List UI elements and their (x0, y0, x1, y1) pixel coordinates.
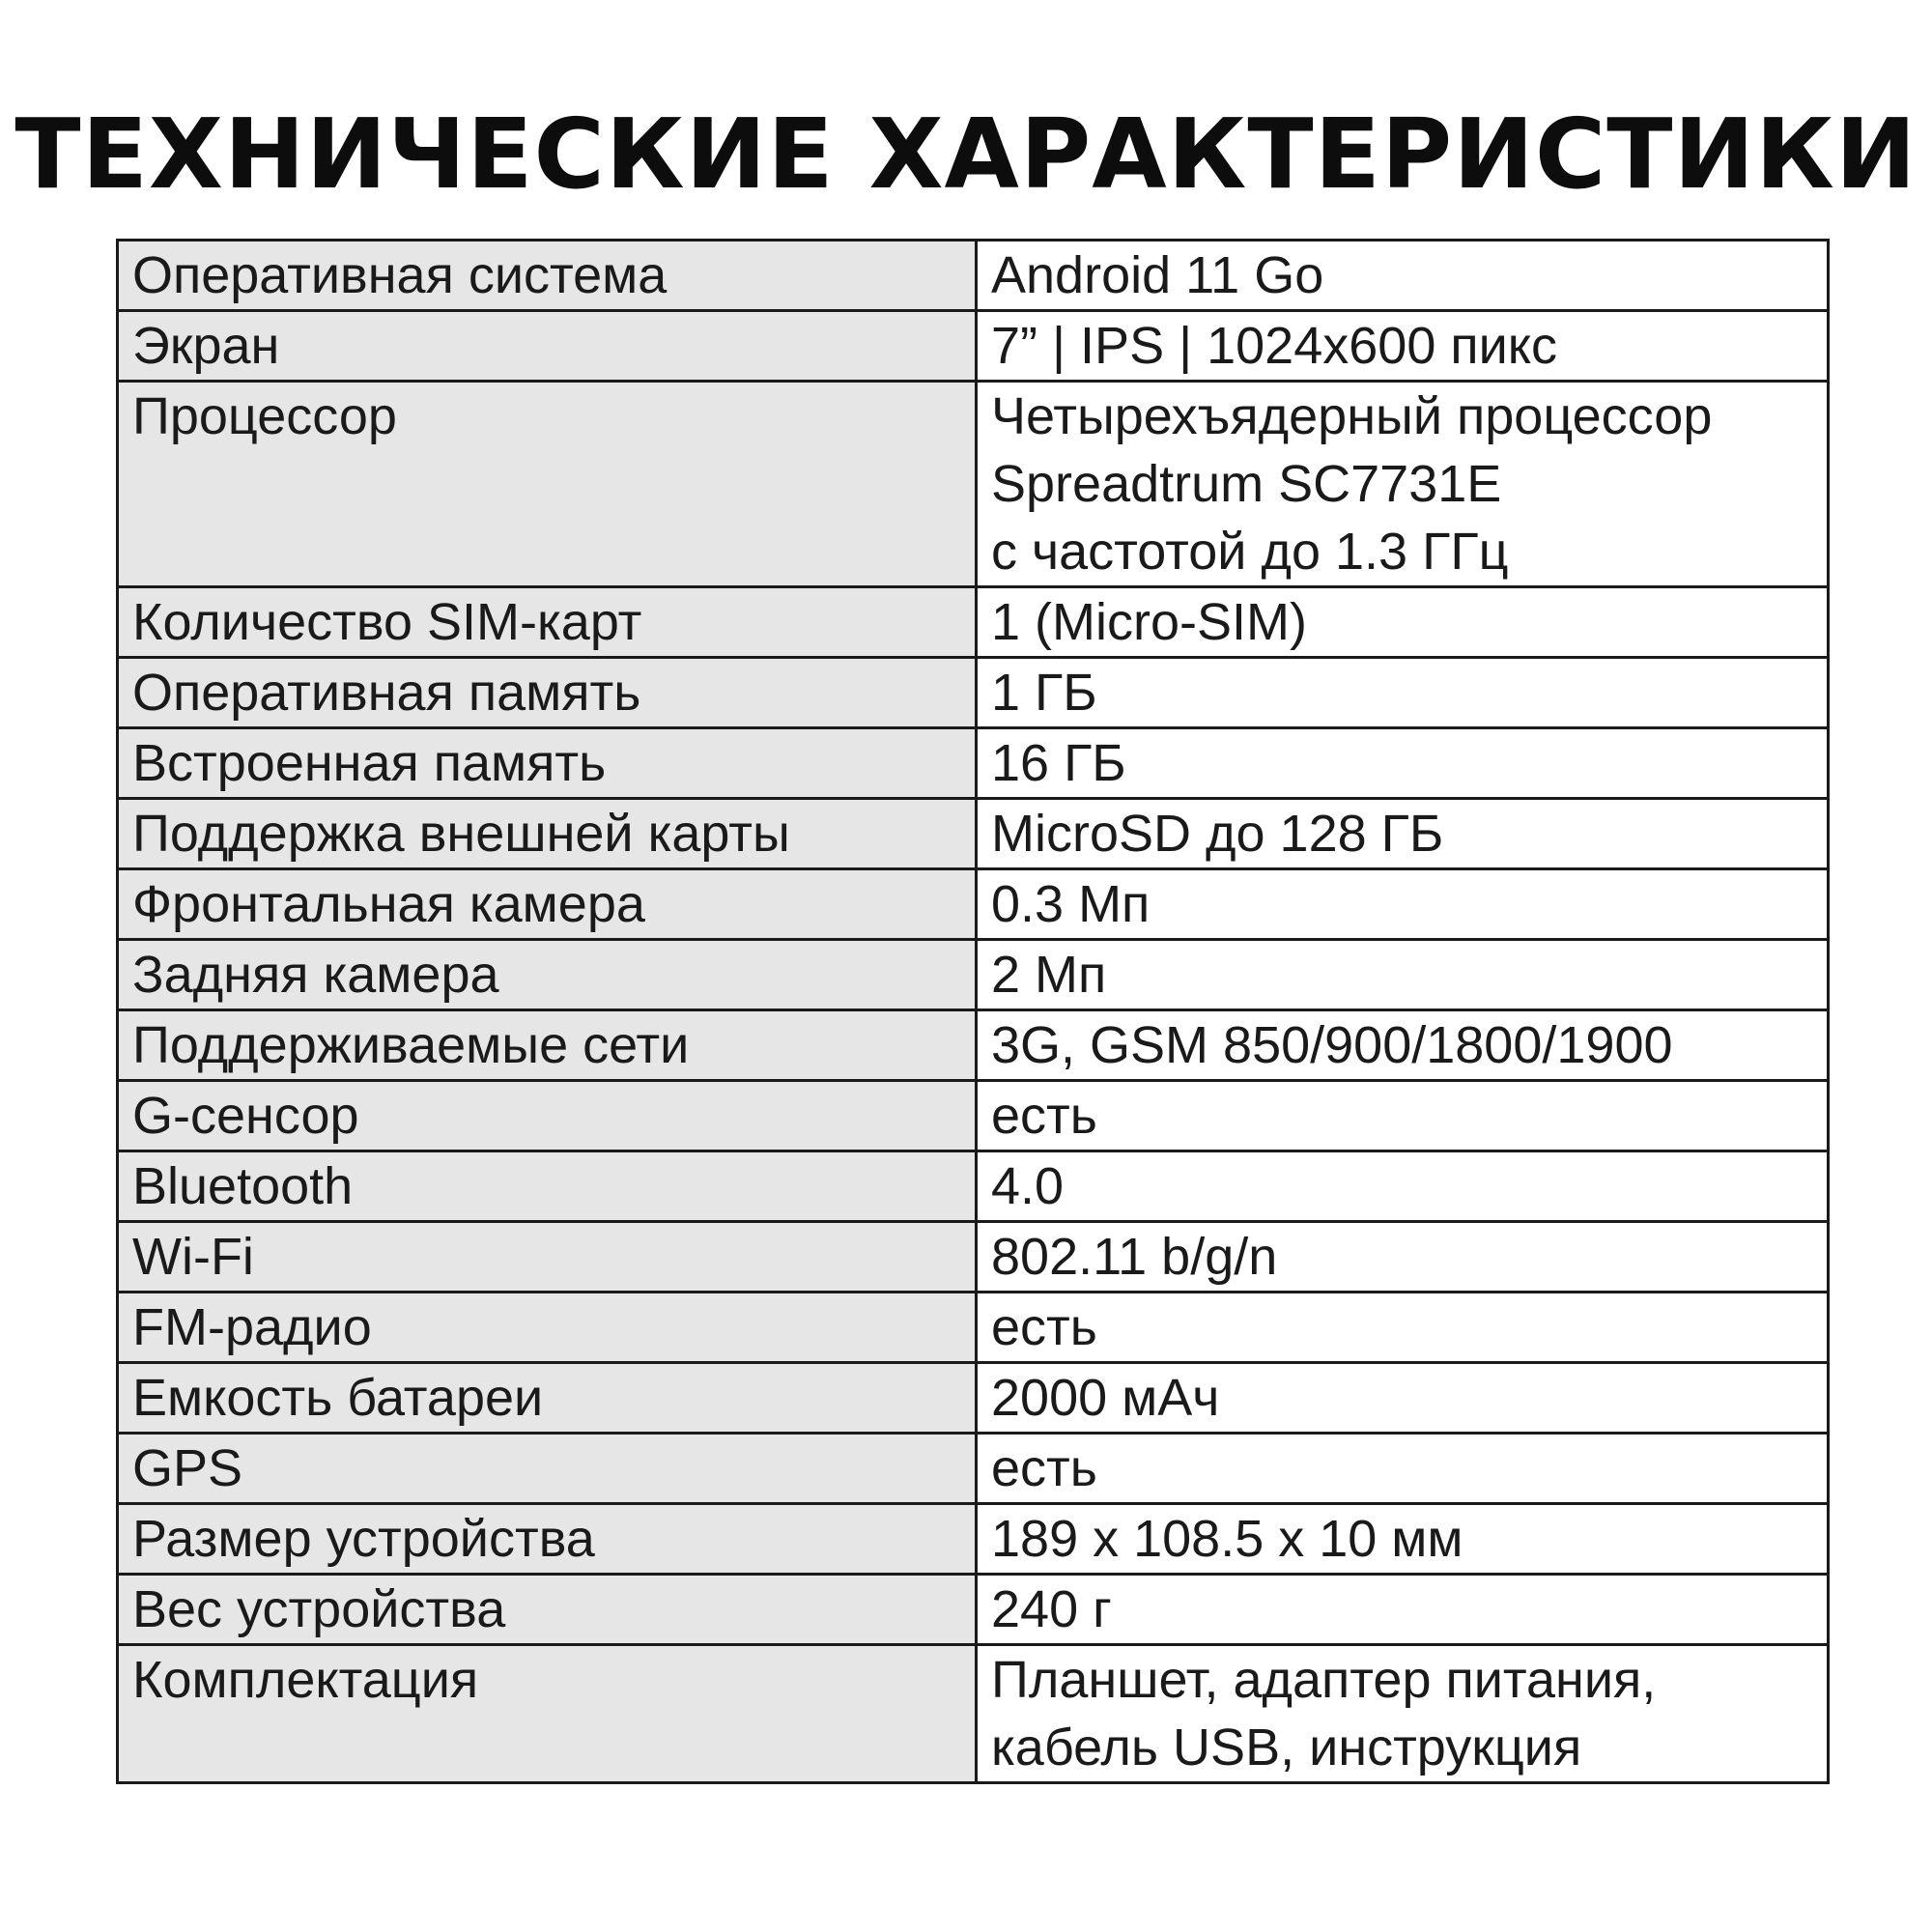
spec-value-line: MicroSD до 128 ГБ (991, 805, 1444, 863)
spec-row (118, 940, 1829, 1010)
spec-label: Bluetooth (118, 1151, 977, 1222)
spec-value-line: с частотой до 1.3 ГГц (991, 523, 1509, 581)
spec-row (118, 382, 1829, 587)
spec-value-line: Android 11 Go (991, 246, 1324, 304)
spec-label: Количество SIM-карт (118, 587, 977, 658)
spec-row (118, 1645, 1829, 1783)
spec-value (977, 382, 1829, 587)
spec-label: Встроенная память (118, 728, 977, 799)
spec-value (977, 1504, 1829, 1575)
spec-value-line: 1 ГБ (991, 664, 1097, 722)
spec-row (118, 1293, 1829, 1363)
specifications-table-body (118, 241, 1829, 1783)
spec-value-line: есть (991, 1439, 1097, 1497)
spec-value-line: кабель USB, инструкция (991, 1719, 1582, 1776)
spec-label: Экран (118, 311, 977, 382)
spec-value (977, 728, 1829, 799)
spec-row (118, 869, 1829, 940)
spec-row (118, 1010, 1829, 1081)
spec-row (118, 1363, 1829, 1434)
specifications-table (116, 239, 1830, 1784)
spec-label: Вес устройства (118, 1575, 977, 1645)
spec-value (977, 1151, 1829, 1222)
spec-value (977, 658, 1829, 728)
spec-value-line: 802.11 b/g/n (991, 1228, 1278, 1286)
page-title: ТЕХНИЧЕСКИЕ ХАРАКТЕРИСТИКИ (14, 98, 1918, 211)
spec-row (118, 587, 1829, 658)
spec-row (118, 1081, 1829, 1151)
spec-value-line: 240 г (991, 1580, 1112, 1638)
spec-row (118, 1151, 1829, 1222)
spec-value-line: Четырехъядерный процессор (991, 387, 1713, 445)
spec-value-line: 189 x 108.5 x 10 мм (991, 1510, 1463, 1568)
spec-label: Поддерживаемые сети (118, 1010, 977, 1081)
spec-value (977, 1222, 1829, 1293)
spec-label: Комплектация (118, 1645, 977, 1783)
spec-value (977, 311, 1829, 382)
spec-label: Процессор (118, 382, 977, 587)
spec-row (118, 1434, 1829, 1504)
spec-value (977, 1081, 1829, 1151)
spec-value (977, 1575, 1829, 1645)
spec-label: Оперативная память (118, 658, 977, 728)
spec-value-line: Планшет, адаптер питания, (991, 1651, 1657, 1709)
spec-value (977, 940, 1829, 1010)
spec-row (118, 799, 1829, 869)
spec-row (118, 311, 1829, 382)
spec-value-line: есть (991, 1087, 1097, 1145)
spec-label: Фронтальная камера (118, 869, 977, 940)
spec-value (977, 1434, 1829, 1504)
spec-value (977, 1293, 1829, 1363)
spec-label: GPS (118, 1434, 977, 1504)
spec-label: Емкость батареи (118, 1363, 977, 1434)
spec-value-line: есть (991, 1298, 1097, 1356)
spec-row (118, 728, 1829, 799)
spec-label: Поддержка внешней карты (118, 799, 977, 869)
spec-row (118, 1575, 1829, 1645)
spec-label: Задняя камера (118, 940, 977, 1010)
spec-value-line: 2 Мп (991, 946, 1107, 1004)
spec-row (118, 1504, 1829, 1575)
spec-value-line: 4.0 (991, 1157, 1065, 1215)
spec-value-line: 0.3 Мп (991, 875, 1151, 933)
spec-label: Оперативная система (118, 241, 977, 311)
spec-value-line: 16 ГБ (991, 734, 1126, 792)
spec-value (977, 869, 1829, 940)
spec-label: Размер устройства (118, 1504, 977, 1575)
spec-label: FM-радио (118, 1293, 977, 1363)
spec-row (118, 241, 1829, 311)
spec-value-line: 7” | IPS | 1024x600 пикс (991, 317, 1557, 375)
spec-value (977, 587, 1829, 658)
spec-row (118, 1222, 1829, 1293)
spec-value-line: 3G, GSM 850/900/1800/1900 (991, 1016, 1673, 1074)
spec-label: Wi-Fi (118, 1222, 977, 1293)
spec-row (118, 658, 1829, 728)
spec-value-line: 2000 мАч (991, 1369, 1220, 1427)
spec-value-line: 1 (Micro-SIM) (991, 593, 1307, 651)
spec-value (977, 1363, 1829, 1434)
spec-value-line: Spreadtrum SC7731E (991, 455, 1502, 513)
spec-value (977, 799, 1829, 869)
spec-label: G-сенсор (118, 1081, 977, 1151)
spec-value (977, 241, 1829, 311)
spec-value (977, 1010, 1829, 1081)
spec-value (977, 1645, 1829, 1783)
